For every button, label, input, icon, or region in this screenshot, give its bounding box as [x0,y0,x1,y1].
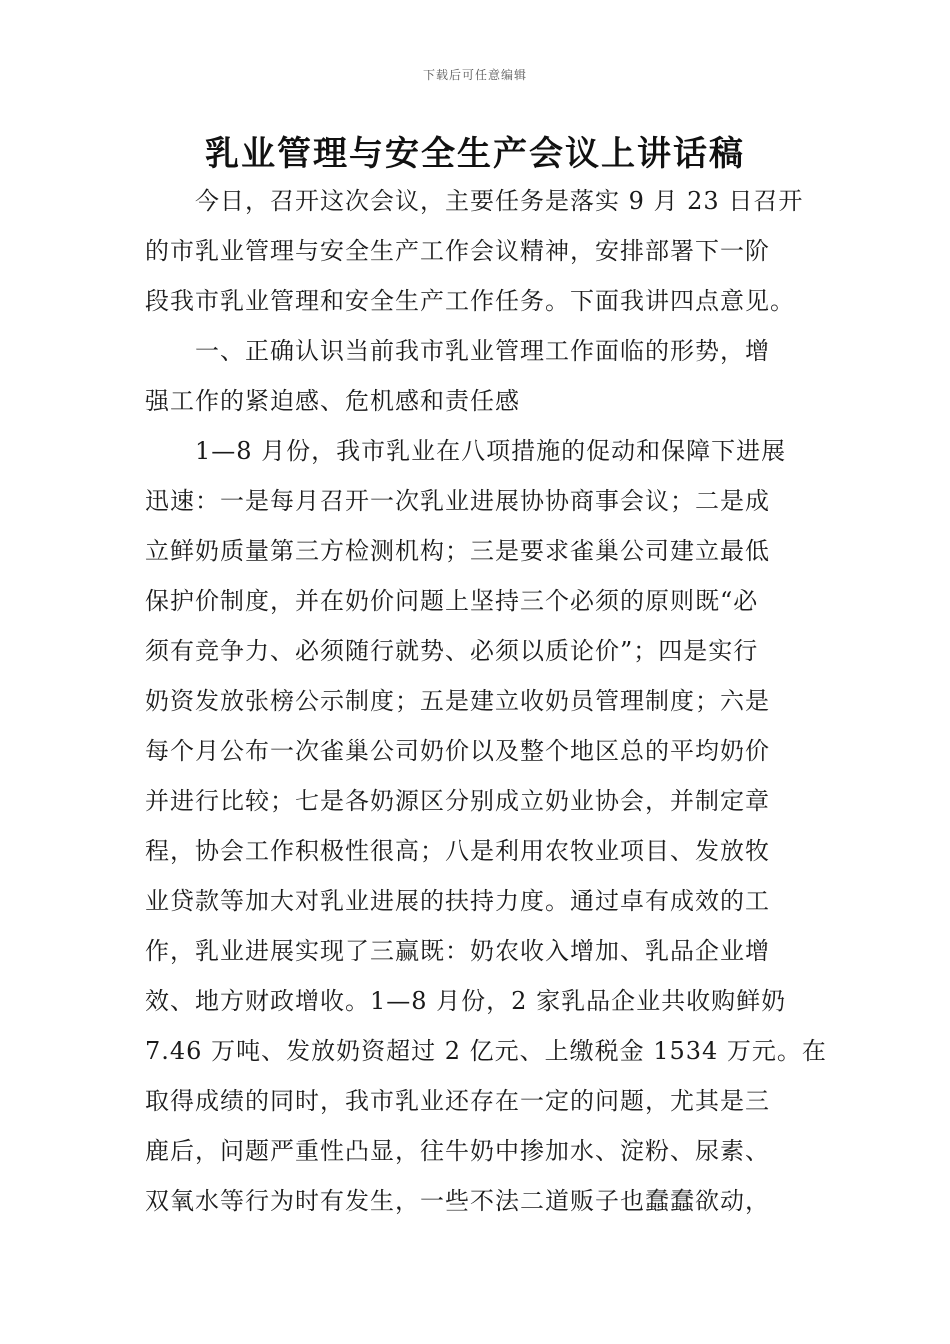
text-line: 每个月公布一次雀巢公司奶价以及整个地区总的平均奶价 [145,737,770,765]
header-note: 下载后可任意编辑 [422,68,527,82]
text-line: 取得成绩的同时，我市乳业还存在一定的问题，尤其是三 [145,1087,770,1115]
text-line: 效、地方财政增收。1—8 月份，2 家乳品企业共收购鲜奶 [145,987,787,1015]
text-line: 7.46 万吨、发放奶资超过 2 亿元、上缴税金 1534 万元。在 [145,1037,827,1065]
text-line: 作，乳业进展实现了三赢既：奶农收入增加、乳品企业增 [145,937,770,965]
document-title: 乳业管理与安全生产会议上讲话稿 [205,134,745,174]
text-line: 保护价制度，并在奶价问题上坚持三个必须的原则既“必 [145,587,759,615]
section-heading-line: 强工作的紧迫感、危机感和责任感 [145,387,520,415]
text-line: 的市乳业管理与安全生产工作会议精神，安排部署下一阶 [145,237,770,265]
text-line: 鹿后，问题严重性凸显，往牛奶中掺加水、淀粉、尿素、 [145,1137,770,1165]
text-line: 奶资发放张榜公示制度；五是建立收奶员管理制度；六是 [145,687,770,715]
text-line: 1—8 月份，我市乳业在八项措施的促动和保障下进展 [195,437,787,465]
text-line: 业贷款等加大对乳业进展的扶持力度。通过卓有成效的工 [145,887,770,915]
text-line: 立鲜奶质量第三方检测机构；三是要求雀巢公司建立最低 [145,537,770,565]
text-line: 须有竞争力、必须随行就势、必须以质论价”；四是实行 [145,637,759,665]
text-line: 程，协会工作积极性很高；八是利用农牧业项目、发放牧 [145,837,770,865]
text-line: 双氧水等行为时有发生，一些不法二道贩子也蠢蠢欲动， [145,1187,770,1215]
section-heading-line: 一、正确认识当前我市乳业管理工作面临的形势，增 [195,337,770,365]
text-line: 并进行比较；七是各奶源区分别成立奶业协会，并制定章 [145,787,770,815]
text-line: 今日，召开这次会议，主要任务是落实 9 月 23 日召开 [195,187,804,215]
text-line: 段我市乳业管理和安全生产工作任务。下面我讲四点意见。 [145,287,795,315]
text-line: 迅速：一是每月召开一次乳业进展协协商事会议；二是成 [145,487,770,515]
